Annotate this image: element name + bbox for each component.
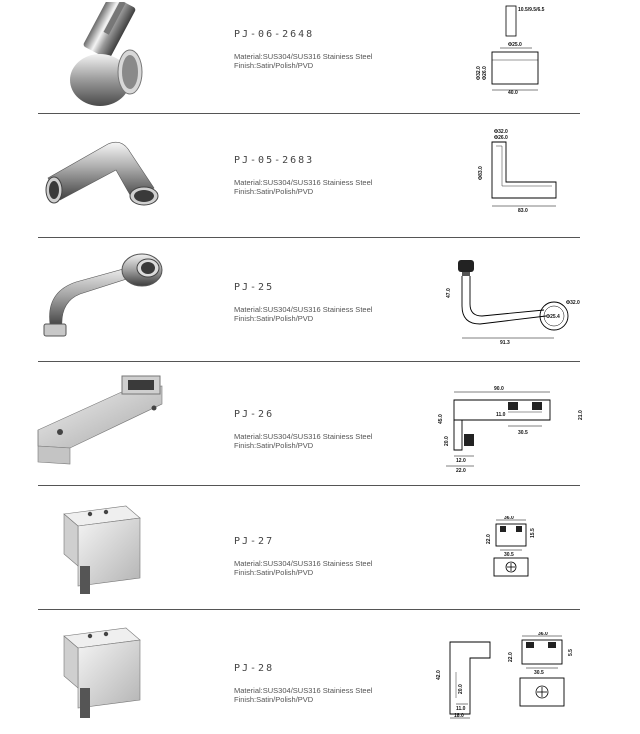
dim-label: 20.0 [444,436,450,446]
technical-drawing [436,252,586,352]
product-photo [30,368,170,480]
dim-label: 30.5 [534,670,544,676]
product-code: PJ-28 [234,663,275,674]
product-material: Material:SUS304/SUS316 Stainiess Steel [234,52,373,61]
dim-label: 20.0 [458,684,464,694]
technical-drawing [476,516,546,580]
dim-label: 30.5 [504,552,514,558]
dim-label: 40.0 [508,90,518,96]
product-photo [30,494,170,606]
dim-label: 11.0 [456,706,466,712]
product-photo [30,2,170,114]
dim-label: 11.0 [496,412,506,418]
product-finish: Finish:Satin/Polish/PVD [234,314,314,323]
product-code: PJ-25 [234,282,275,293]
dim-label: 36.0 [504,516,514,521]
product-code: PJ-05-2683 [234,155,315,166]
product-finish: Finish:Satin/Polish/PVD [234,441,314,450]
dim-label: 83.0 [518,208,528,214]
product-code: PJ-26 [234,409,275,420]
dim-label: 47.0 [446,288,452,298]
dim-label: Φ32.0 [476,66,482,80]
dim-label: 90.0 [494,386,504,392]
dim-label: 22.0 [486,534,492,544]
technical-drawing [500,632,590,712]
product-material: Material:SUS304/SUS316 Stainiess Steel [234,178,373,187]
dim-label: 5.5 [568,649,574,656]
dim-label: 21.0 [578,410,584,420]
product-material: Material:SUS304/SUS316 Stainiess Steel [234,686,373,695]
product-finish: Finish:Satin/Polish/PVD [234,187,314,196]
product-finish: Finish:Satin/Polish/PVD [234,568,314,577]
dim-label: 45.0 [438,414,444,424]
dim-label: Φ26.0 [482,66,488,80]
product-photo [30,242,170,354]
dim-label: Φ83.0 [478,166,484,180]
dim-label: Φ25.0 [508,42,522,48]
dim-label: Φ32.0 [566,300,580,306]
dim-label: Φ32.0 [494,129,508,135]
dim-label: 30.5 [518,430,528,436]
product-finish: Finish:Satin/Polish/PVD [234,61,314,70]
technical-drawing [430,628,500,720]
product-code: PJ-27 [234,536,275,547]
product-row-pj-28 [0,610,640,734]
technical-drawing [470,2,560,98]
dim-label: 22.0 [508,652,514,662]
product-row-pj-25 [0,238,640,362]
dim-label: 12.0 [456,458,466,464]
dim-label: Φ25.4 [546,314,560,320]
dim-label: Φ26.0 [494,135,508,141]
technical-drawing [432,382,592,478]
dim-label: 91.3 [500,340,510,346]
technical-drawing [470,126,570,226]
product-row-pj-26 [0,362,640,486]
product-material: Material:SUS304/SUS316 Stainiess Steel [234,559,373,568]
product-code: PJ-06-2648 [234,29,315,40]
product-photo [30,118,170,230]
product-finish: Finish:Satin/Polish/PVD [234,695,314,704]
dim-label: 42.0 [436,670,442,680]
product-photo [30,614,170,726]
product-material: Material:SUS304/SUS316 Stainiess Steel [234,432,373,441]
dim-label: 22.0 [456,468,466,474]
dim-label: 36.0 [538,632,548,637]
product-row-pj-27 [0,486,640,610]
product-material: Material:SUS304/SUS316 Stainiess Steel [234,305,373,314]
dim-label: 18.0 [454,713,464,719]
dim-label: 10.5/9.5/6.5 [518,7,545,13]
product-row-pj-05-2683 [0,114,640,238]
dim-label: 15.5 [530,528,536,538]
product-row-pj-06-2648 [0,0,640,124]
